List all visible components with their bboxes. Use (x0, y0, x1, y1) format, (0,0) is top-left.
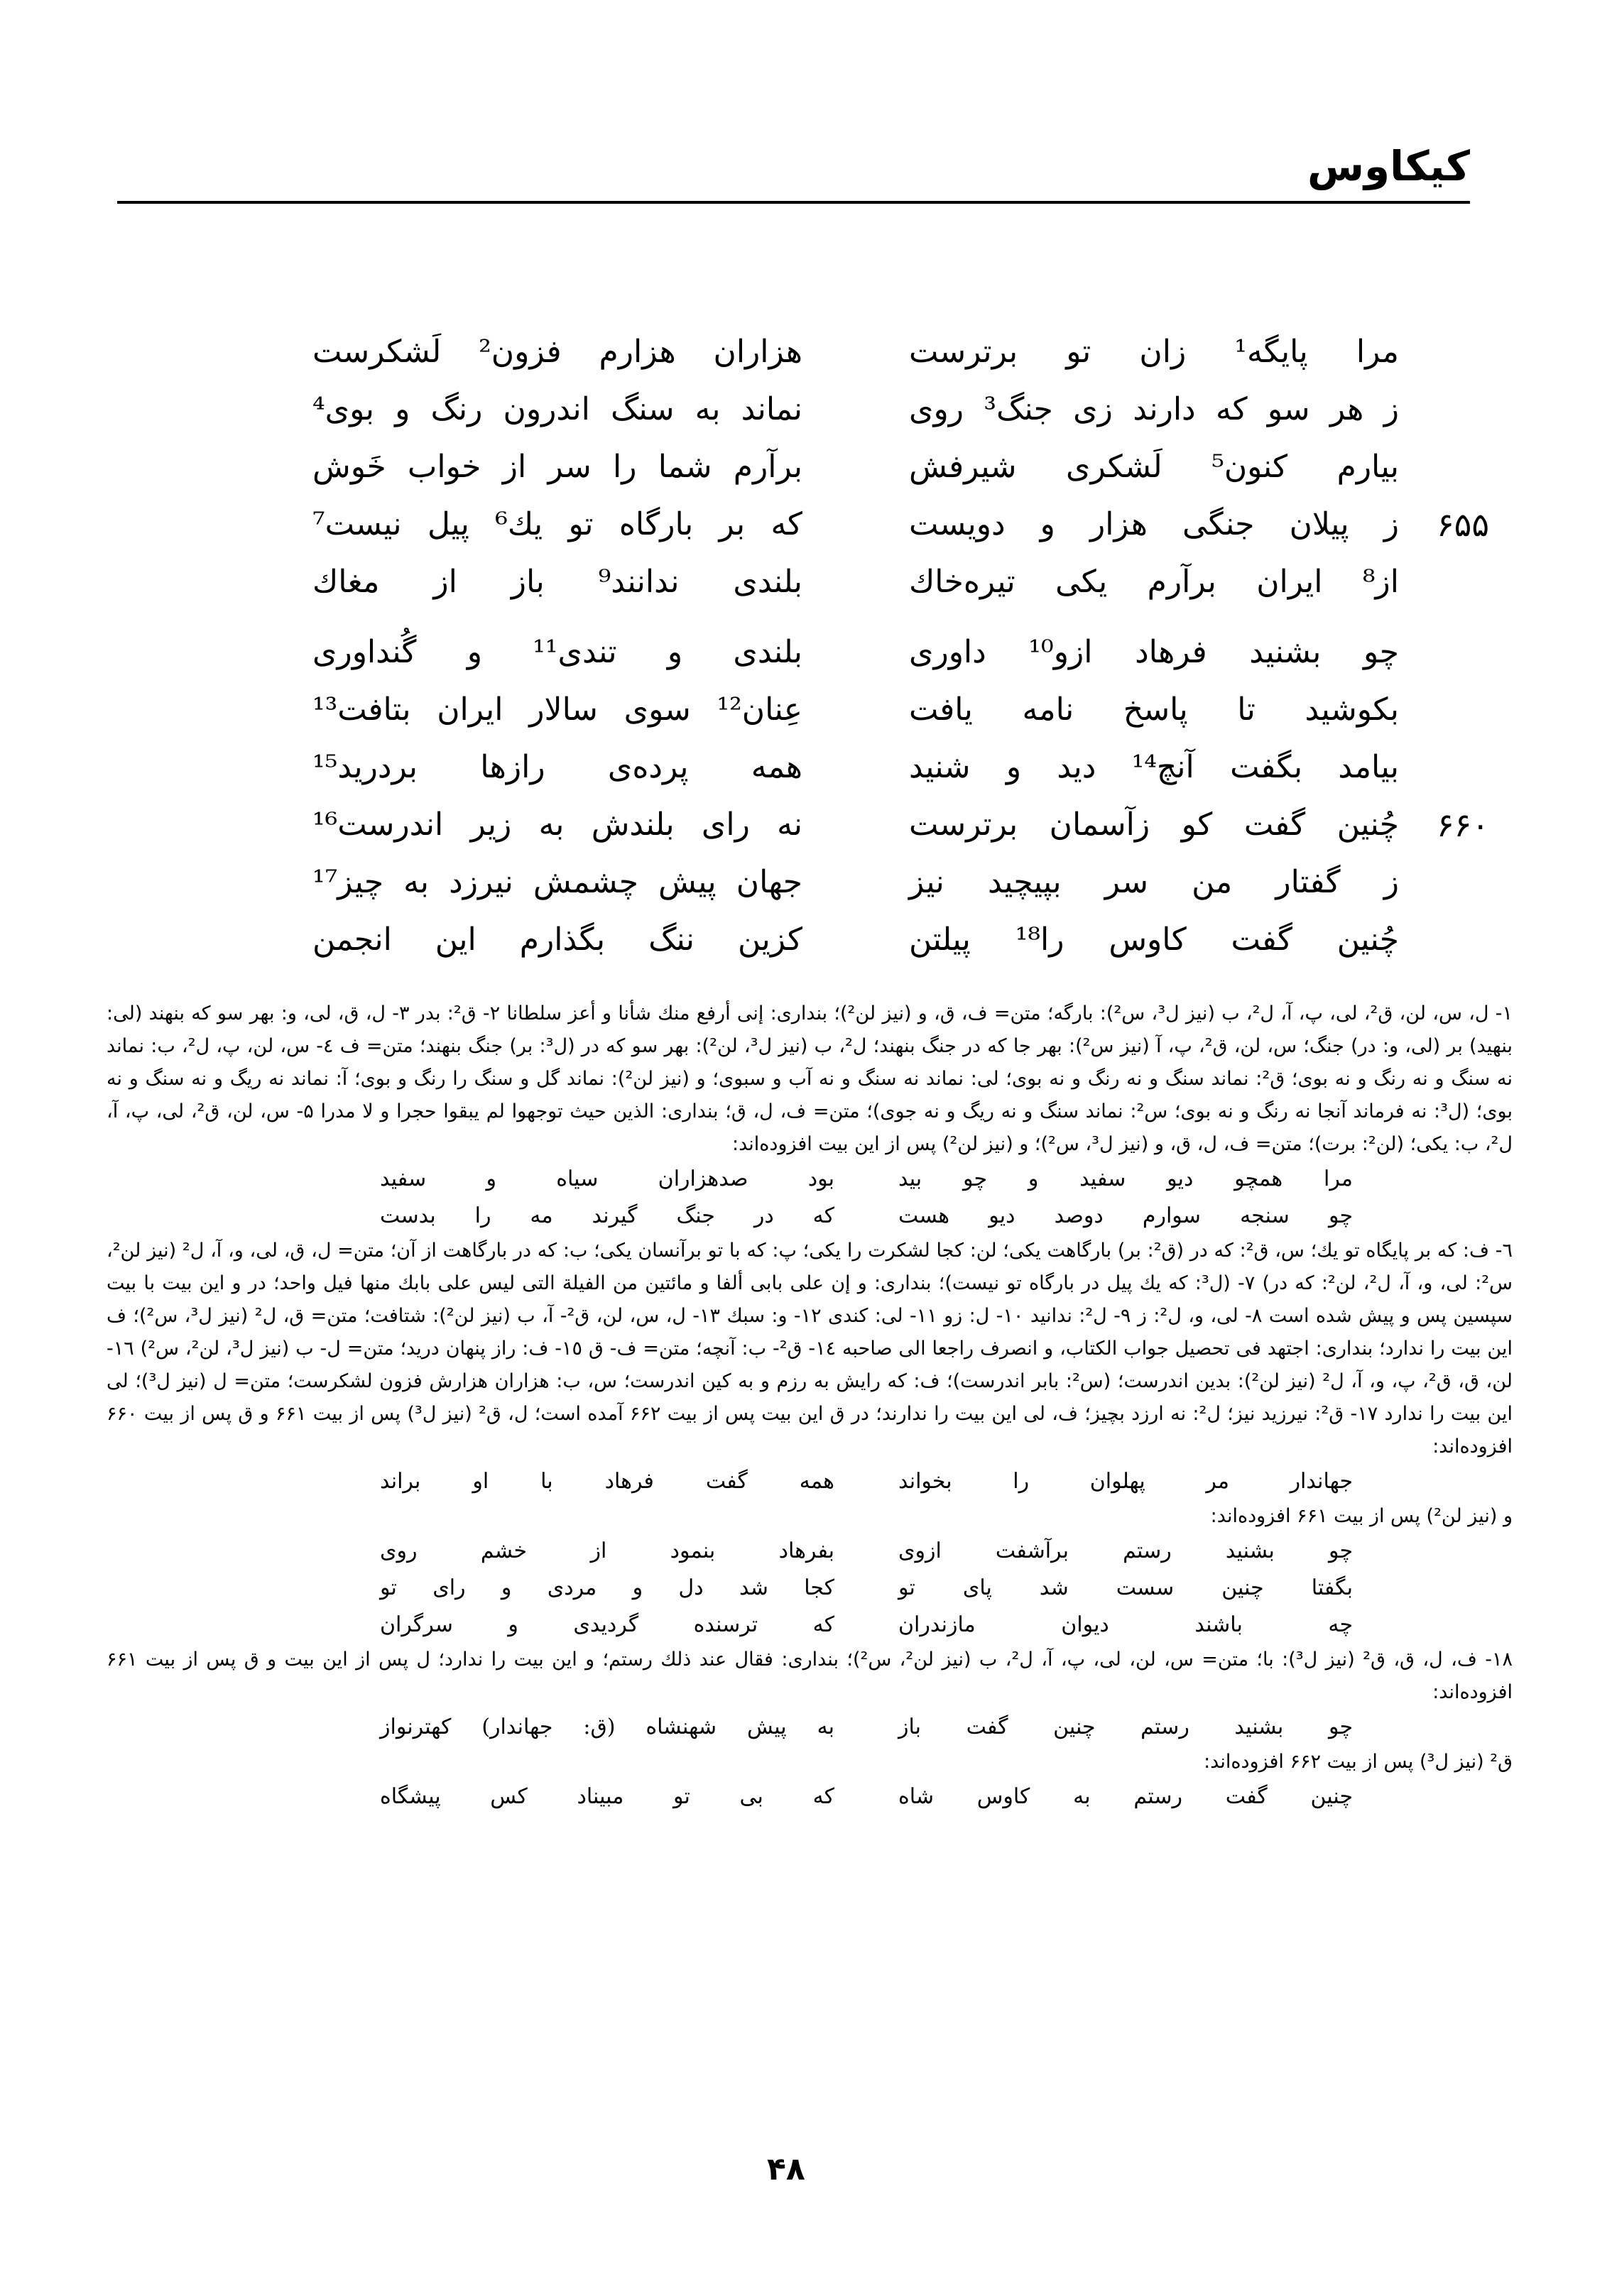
footnotes (107, 997, 1513, 1815)
hemistich-left: به پیش شهنشاه (ق: جهاندار) کهترنواز (380, 1715, 834, 1739)
hemistich-left: که ترسنده گردیدی و سرگران (380, 1612, 834, 1637)
verse-row (213, 738, 1513, 796)
hemistich-left: هزاران هزارم فزون² لَشکرست (312, 334, 802, 370)
verse-row (213, 796, 1513, 853)
verse-row (213, 911, 1513, 968)
hemistich-left: همه پرده‌ی رازها بردرید¹⁵ (312, 749, 802, 785)
hemistich-left: جهان پیش چشمش نیرزد به چیز¹⁷ (312, 864, 802, 900)
hemistich-right: از⁸ ایران برآرم یکی تیره‌خاك (909, 564, 1399, 600)
hemistich-left: بلندی و تندی¹¹ و گُنداوری (312, 634, 803, 670)
hemistich-right: بیامد بگفت آنچ¹⁴ دید و شنید (909, 749, 1399, 785)
footnote-paragraph: ٦- ف: که بر پایگاه تو یك؛ س، ق²: که در (ق²: بر) بارگاهت یکی؛ لن: کجا لشکرت را یکی؛ پ: که با تو برآنسان یکی؛ ب: که در بارگاهت از آن؛ متن= ل، ق، لی، و، آ، ل² (نیز لن²، س²: لی، و، آ، ل²، لن²: که در) ۷- (ل³: که یك پیل در بارگاه تو نیست)؛ بنداری: و إن علی بابی ألفا و مائتین من الفیلة التی لیس علی بابك منها فیل واحد؛ در و این بیت با بیت سپسین پس و پیش شده است ۸- لی، و، ل²: ز ۹- ل²: ندانید ۱۰- ل: زو ۱۱- لی: کندی ۱۲- و: سبك ۱۳- ل، س، لن، ق²- آ، ب (نیز لن²): شتافت؛ متن= ق، ل² (نیز ل³، س²)؛ ف این بیت را ندارد؛ بنداری: اجتهد فی تحصیل جواب الکتاب، و انصرف راجعا الی صاحبه ١٤- ق²- ب: آنچه؛ متن= ف- ق ١٥- ف: راز پنهان درید؛ متن= ل- ب (نیز ل³، لن²، س²) ١٦- لن، ق، ق²، پ، و، آ، ل² (نیز لن²): بدین اندرست؛ (س²: بابر اندرست)؛ ف: که رایش به رزم و به کین اندرست؛ س، ب: هزاران هزارش فزون لشکرست؛ متن= ل (نیز ل³)؛ لی این بیت را ندارد ۱۷- ق²: نیرزید نیز؛ ل²: نه ارزد بچیز؛ ف، لی این بیت را ندارند؛ در ق این بیت پس از بیت ۶۶۲ آمده است؛ ل، ق² (نیز ل³) پس از بیت ۶۶۱ و ق پس از بیت ۶۶۰ افزوده‌اند: (107, 1240, 1513, 1458)
page-number: ۴۸ (767, 2151, 805, 2187)
hemistich-left: بود صدهزاران سیاه و سفید (380, 1166, 834, 1191)
hemistich-left: که بی تو مبیناد کس پیشگاه (380, 1784, 834, 1809)
verse-row (213, 553, 1513, 611)
verse-row (213, 496, 1513, 553)
verse-block-2 (213, 623, 1513, 968)
verse-row (213, 853, 1513, 911)
hemistich-left: همه گفت فرهاد با او براند (380, 1469, 834, 1494)
hemistich-right: ز هر سو که دارند زی جنگ³ روی (909, 391, 1400, 427)
header-rule (117, 201, 1470, 204)
verse-block-1 (213, 323, 1513, 611)
verse-row (213, 323, 1513, 381)
added-verse (107, 1533, 1353, 1570)
hemistich-left: بلندی ندانند⁹ باز از مغاك (312, 564, 802, 600)
hemistich-right: ز پیلان جنگی هزار و دویست (909, 506, 1399, 542)
verse-row (213, 381, 1513, 438)
added-verse (107, 1709, 1353, 1746)
added-verse (107, 1607, 1353, 1644)
verse-number: ۶۵۵ (1436, 505, 1490, 544)
verse-row (213, 438, 1513, 496)
hemistich-right: ز گفتار من سر بپیچید نیز (909, 864, 1399, 900)
verse-number: ۶۶۰ (1436, 805, 1490, 844)
hemistich-right: چنین گفت رستم به کاوس شاه (898, 1784, 1353, 1809)
footnote-paragraph: ق² (نیز ل³) پس از بیت ۶۶۲ افزوده‌اند: (1204, 1751, 1513, 1773)
hemistich-right: مرا همچو دیو سفید و چو بید (898, 1166, 1353, 1191)
hemistich-left: که در جنگ گیرند مه را بدست (380, 1203, 834, 1228)
hemistich-left: که بر بارگاه تو یك⁶ پیل نیست⁷ (312, 506, 802, 542)
hemistich-right: بیارم کنون⁵ لَشکری شیرفش (909, 449, 1399, 485)
hemistich-right: چو بشنید رستم چنین گفت باز (898, 1715, 1353, 1739)
hemistich-right: مرا پایگه¹ زان تو برترست (909, 334, 1399, 370)
hemistich-left: نماند به سنگ اندرون رنگ و بوی⁴ (312, 391, 802, 427)
hemistich-right: چُنین گفت کو زآسمان برترست (909, 807, 1399, 843)
verse-row (213, 681, 1513, 738)
hemistich-right: چو سنجه سوارم دوصد دیو هست (898, 1203, 1353, 1228)
hemistich-left: نه رای بلندش به زیر اندرست¹⁶ (312, 807, 802, 843)
footnote-paragraph: ۱۸- ف، ل، ق، ق² (نیز ل³): با؛ متن= س، لن، لی، پ، آ، ل²، ب (نیز لن²، س²)؛ بنداری: فقال عند ذلك رستم؛ و این بیت را ندارد؛ ل پس از این بیت و ق پس از بیت ۶۶۱ افزوده‌اند: (107, 1649, 1513, 1703)
hemistich-right: چُنین گفت کاوس را¹⁸ پیلتن (909, 922, 1399, 958)
hemistich-left: برآرم شما را سر از خواب خَوش (312, 449, 802, 485)
footnote-paragraph: ۱- ل، س، لن، ق²، لی، پ، آ، ل²، ب (نیز ل³، س²): بارگه؛ متن= ف، ق، و (نیز لن²)؛ بنداری: إنی أرفع منك شأنا و أعز سلطانا ۲- ق²: بدر ۳- ل، ق، لی، و: بهر سو که بنهند (لی: بنهید) بر (لی، و: در) جنگ؛ س، لن، ق²، پ، آ (نیز س²): بهر جا که در جنگ بنهند؛ ل²، ب (نیز ل³، لن²): بهر سو که در (ل³: بر) جنگ بنهند؛ متن= ف ٤- س، لن، پ، ل²، ب: نماند نه سنگ و نه رنگ و نه بوی؛ ق²: نماند سنگ و نه رنگ و نه بوی؛ لی: نماند نه سنگ و نه آب و سبوی؛ و (نیز لن²): نماند گل و سنگ را رنگ و بوی؛ آ: نماند نه ریگ و نه سنگ و نه بوی؛ (ل³: نه فرماند آنجا نه رنگ و نه بوی؛ س²: نماند سنگ و نه ریگ و نه جوی)؛ متن= ف، ل، ق؛ بنداری: الذین حیث توجهوا لم یبقوا حجرا و لا مدرا ۵- س، لن، ق²، لی، پ، آ، ل²، ب: یکی؛ (لن²: برت)؛ متن= ف، ل، ق، و (نیز ل³، س²)؛ و (نیز لن²) پس از این بیت افزوده‌اند: (107, 1002, 1513, 1155)
hemistich-left: کزین ننگ بگذارم این انجمن (312, 922, 802, 958)
footnote-paragraph: و (نیز لن²) پس از بیت ۶۶۱ افزوده‌اند: (1210, 1505, 1513, 1527)
hemistich-right: چو بشنید رستم برآشفت ازوی (898, 1538, 1353, 1563)
hemistich-left: بفرهاد بنمود از خشم روی (380, 1538, 834, 1563)
added-verse (107, 1161, 1353, 1198)
added-verse (107, 1778, 1353, 1815)
hemistich-right: جهاندار مر پهلوان را بخواند (898, 1469, 1353, 1494)
hemistich-right: بگفتا چنین سست شد پای تو (898, 1575, 1353, 1600)
verse-row (213, 623, 1513, 681)
added-verse (107, 1570, 1353, 1607)
added-verse (107, 1198, 1353, 1235)
hemistich-right: چو بشنید فرهاد ازو¹⁰ داوری (909, 634, 1399, 670)
hemistich-left: کجا شد دل و مردی و رای تو (380, 1575, 834, 1600)
running-title: کیکاوس (1307, 142, 1470, 190)
hemistich-right: بکوشید تا پاسخ نامه یافت (909, 691, 1399, 728)
added-verse (107, 1463, 1353, 1500)
hemistich-right: چه باشند دیوان مازندران (898, 1612, 1353, 1637)
hemistich-left: عِنان¹² سوی سالار ایران بتافت¹³ (312, 691, 802, 728)
